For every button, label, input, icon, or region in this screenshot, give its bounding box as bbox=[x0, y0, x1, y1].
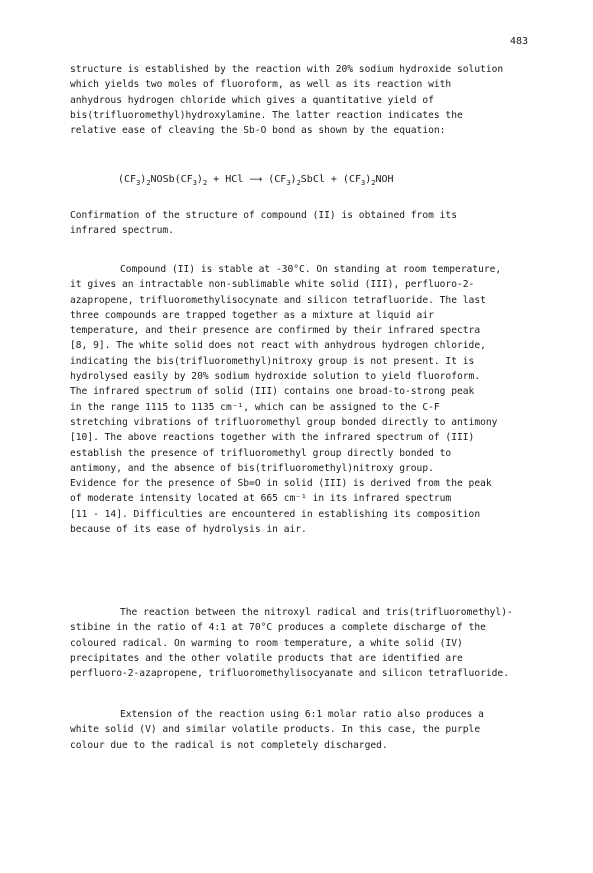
text-line: because of its ease of hydrolysis in air. bbox=[70, 524, 307, 536]
text-line: hydrolysed easily by 20% sodium hydroxide solution to yield fluoroform. bbox=[70, 371, 481, 383]
text-line: coloured radical. On warming to room temperature, a white solid (IV) bbox=[70, 637, 463, 649]
eq-sub: 2 bbox=[296, 179, 301, 187]
text-line: anhydrous hydrogen chloride which gives a quantitative yield of bbox=[70, 94, 434, 106]
text-line: it gives an intractable non-sublimable white solid (III), perfluoro-2- bbox=[70, 279, 475, 291]
text-line: relative ease of cleaving the Sb-O bond as shown by the equation: bbox=[70, 125, 446, 137]
text-line: [10]. The above reactions together with the infrared spectrum of (III) bbox=[70, 432, 475, 444]
paragraph-1 bbox=[70, 62, 540, 138]
text-line: bis(trifluoromethyl)hydroxylamine. The latter reaction indicates the bbox=[70, 109, 463, 121]
text-line: establish the presence of trifluoromethyl group directly bonded to bbox=[70, 447, 452, 459]
text-line: Confirmation of the structure of compound (II) is obtained from its bbox=[70, 210, 457, 221]
eq-part: ) bbox=[290, 174, 297, 185]
reaction-arrow-icon: ⟶ bbox=[249, 175, 263, 185]
paragraph-5 bbox=[70, 707, 540, 753]
eq-sub: 3 bbox=[192, 179, 197, 187]
eq-part: NOH bbox=[375, 174, 394, 185]
page-number: 483 bbox=[509, 36, 528, 47]
text-line: colour due to the radical is not completely discharged. bbox=[70, 739, 388, 751]
text-line: azapropene, trifluoromethylisocynate and silicon tetrafluoride. The last bbox=[70, 294, 486, 306]
text-line: precipitates and the other volatile products that are identified are bbox=[70, 652, 463, 664]
eq-sub: 3 bbox=[286, 179, 291, 187]
eq-sub: 2 bbox=[371, 179, 376, 187]
eq-part: SbCl + (CF bbox=[300, 174, 361, 185]
eq-part: (CF bbox=[262, 174, 287, 185]
paragraph-4 bbox=[70, 605, 540, 681]
text-line: temperature, and their presence are confirmed by their infrared spectra bbox=[70, 325, 481, 337]
text-line: in the range 1115 to 1135 cm⁻¹, which can be assigned to the C-F bbox=[70, 401, 440, 413]
text-line: stretching vibrations of trifluoromethyl group bonded directly to antimony bbox=[70, 416, 498, 428]
text-line: [8, 9]. The white solid does not react with anhydrous hydrogen chloride, bbox=[70, 340, 486, 352]
paragraph-2 bbox=[70, 208, 540, 239]
text-line: Evidence for the presence of Sb=O in solid (III) is derived from the peak bbox=[70, 478, 492, 490]
text-line: Compound (II) is stable at -30°C. On standing at room temperature, bbox=[120, 264, 502, 275]
paragraph-3 bbox=[70, 262, 540, 537]
eq-sub: 3 bbox=[136, 179, 141, 187]
eq-sub: 3 bbox=[361, 179, 366, 187]
eq-part: (CF bbox=[118, 174, 137, 185]
chemical-equation bbox=[118, 172, 394, 188]
text-line: [11 - 14]. Difficulties are encountered in establishing its composition bbox=[70, 508, 481, 520]
eq-part: ) bbox=[196, 174, 203, 185]
text-line: white solid (V) and similar volatile products. In this case, the purple bbox=[70, 724, 481, 736]
text-line: The reaction between the nitroxyl radical and tris(trifluoromethyl)- bbox=[120, 607, 513, 618]
text-line: The infrared spectrum of solid (III) contains one broad-to-strong peak bbox=[70, 386, 475, 398]
text-line: stibine in the ratio of 4:1 at 70°C produces a complete discharge of the bbox=[70, 622, 486, 634]
eq-sub: 2 bbox=[146, 179, 151, 187]
text-line: three compounds are trapped together as a mixture at liquid air bbox=[70, 309, 434, 321]
text-line: Extension of the reaction using 6:1 molar ratio also produces a bbox=[120, 709, 484, 720]
text-line: perfluoro-2-azapropene, trifluoromethylisocyanate and silicon tetrafluoride. bbox=[70, 668, 509, 680]
eq-part: NOSb(CF bbox=[150, 174, 193, 185]
eq-part: + HCl bbox=[207, 174, 250, 185]
text-line: infrared spectrum. bbox=[70, 225, 174, 237]
eq-part: ) bbox=[140, 174, 147, 185]
text-line: which yields two moles of fluoroform, as well as its reaction with bbox=[70, 79, 452, 91]
text-line: antimony, and the absence of bis(trifluoromethyl)nitroxy group. bbox=[70, 462, 434, 474]
text-line: indicating the bis(trifluoromethyl)nitroxy group is not present. It is bbox=[70, 355, 475, 367]
text-line: structure is established by the reaction with 20% sodium hydroxide solution bbox=[70, 64, 504, 75]
eq-sub: 2 bbox=[202, 179, 208, 187]
text-line: of moderate intensity located at 665 cm⁻¹ in its infrared spectrum bbox=[70, 493, 452, 505]
eq-part: ) bbox=[365, 174, 372, 185]
